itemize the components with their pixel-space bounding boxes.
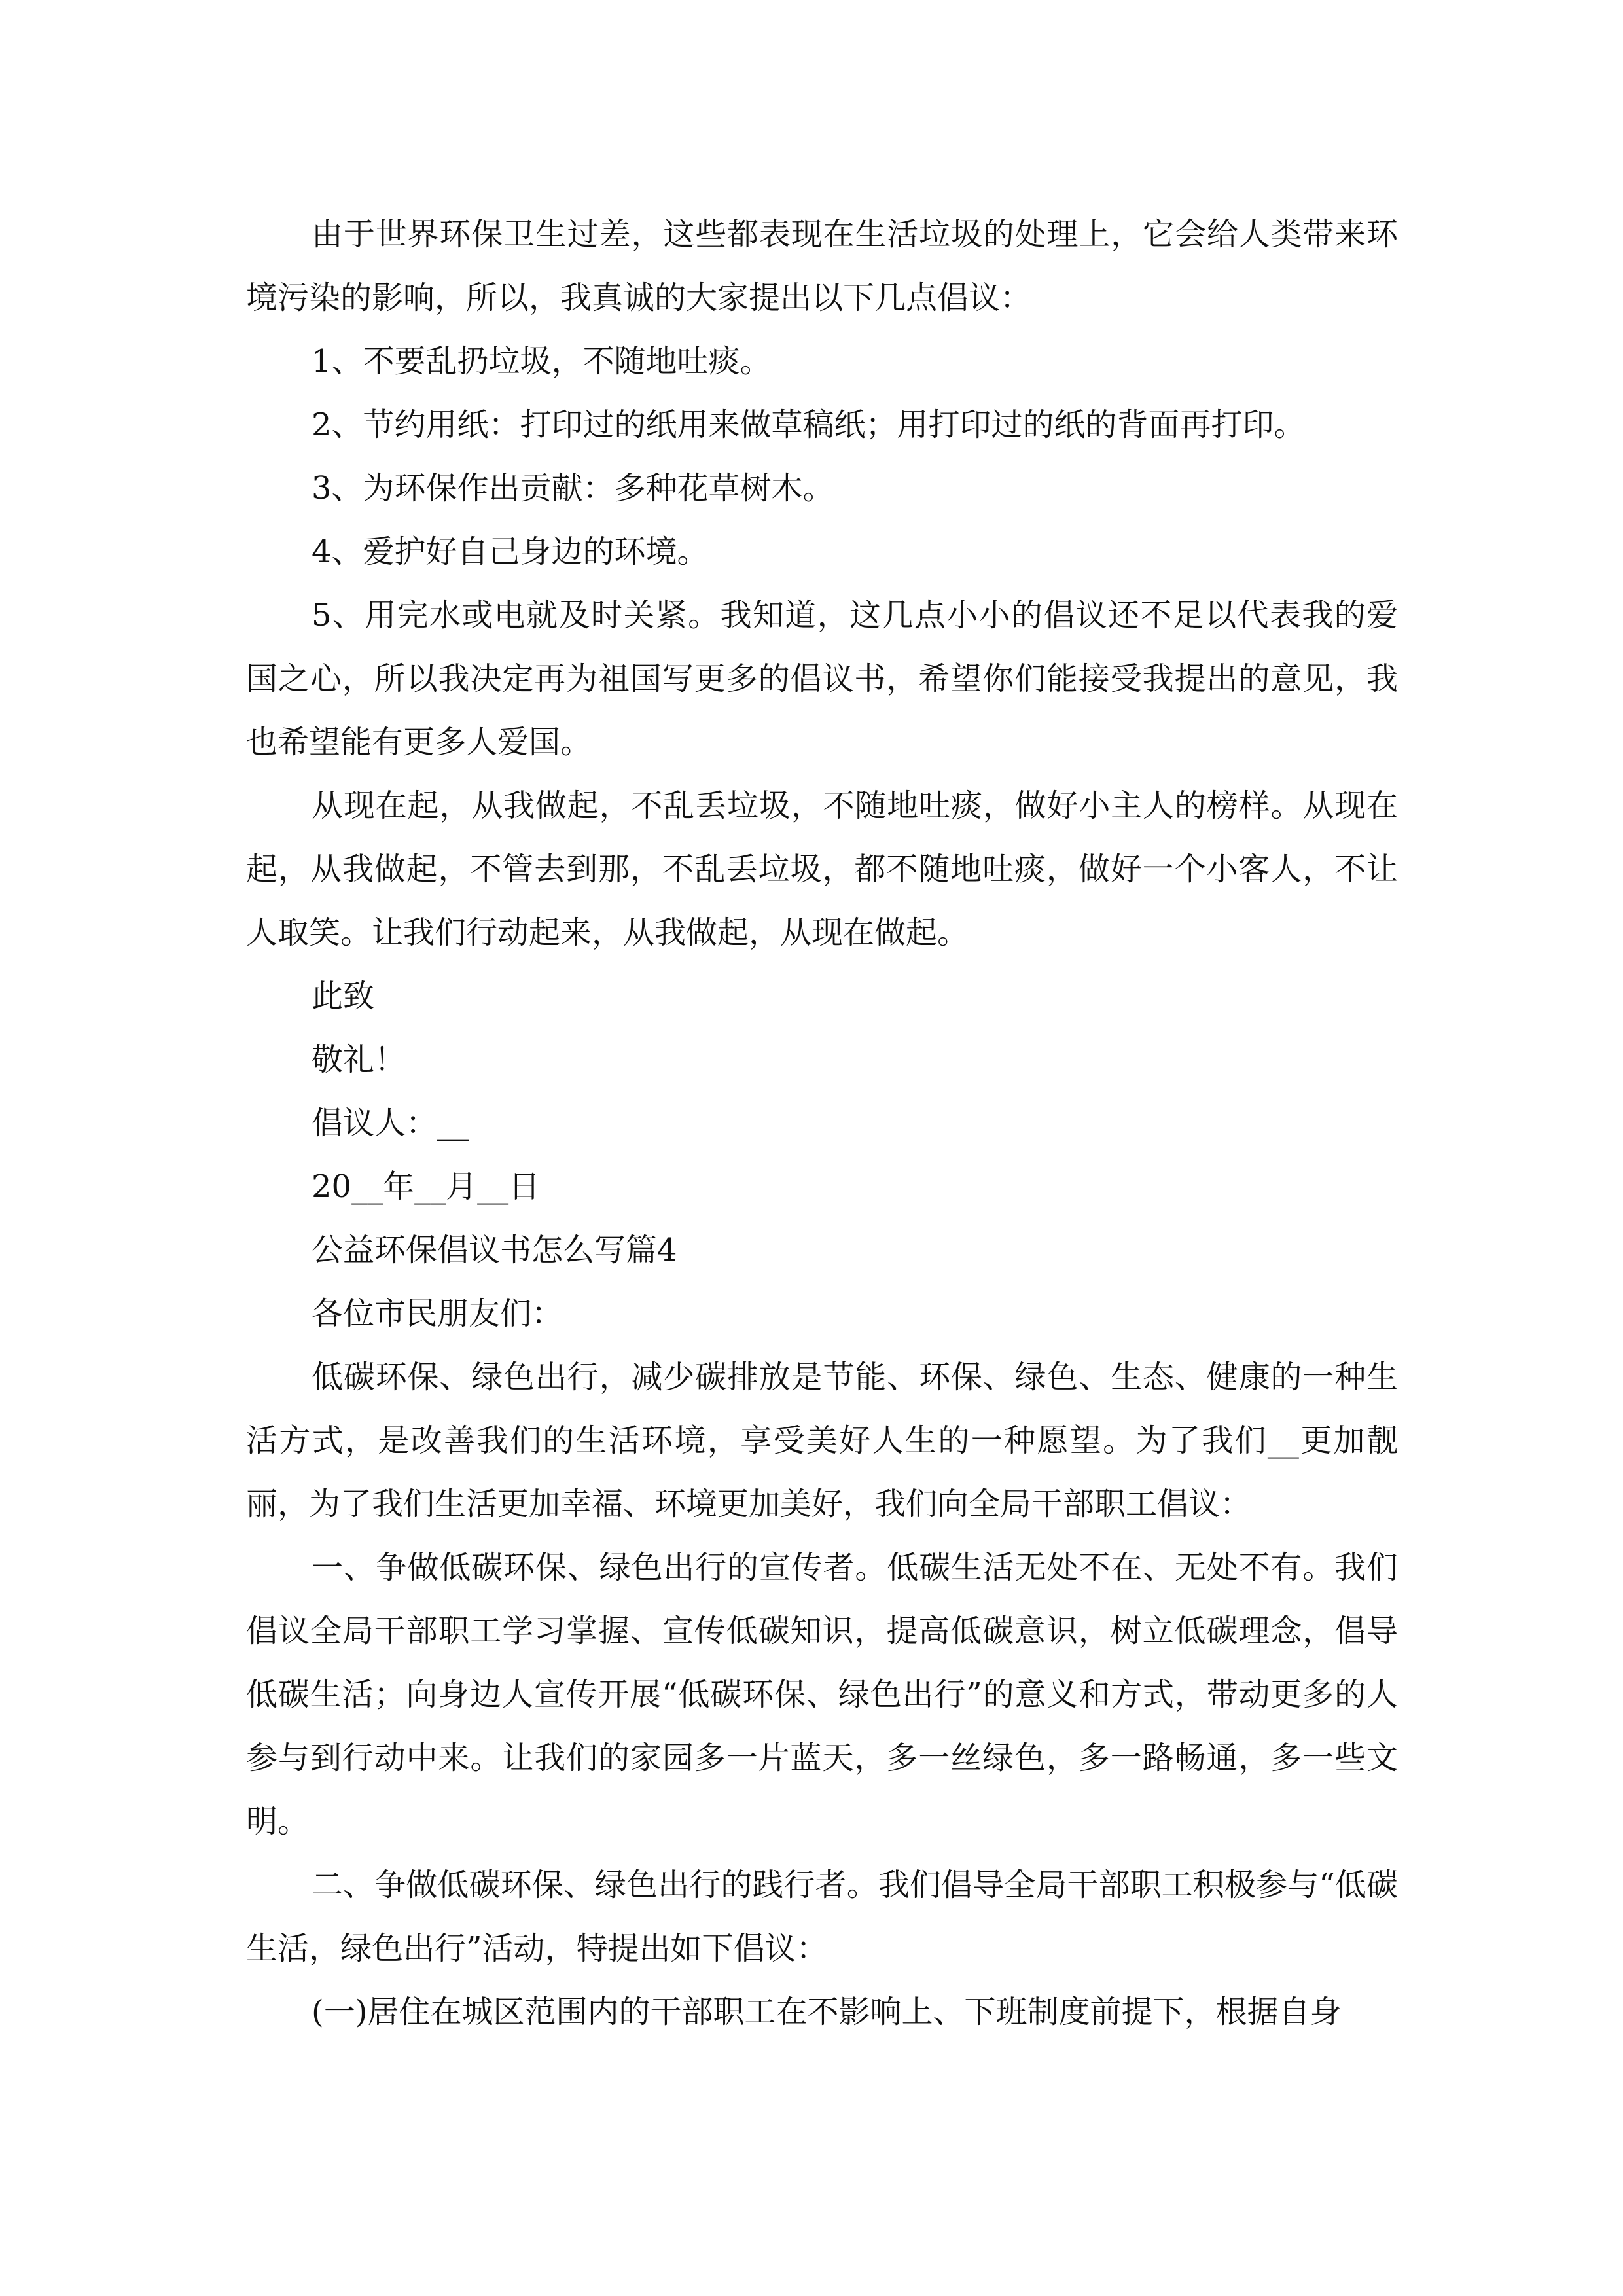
paragraph-intro: 由于世界环保卫生过差，这些都表现在生活垃圾的处理上，它会给人类带来环境污染的影响，所以，我真诚的大家提出以下几点倡议： [246,216,1398,316]
section-paragraph-3: 二、争做低碳环保、绿色出行的践行者。我们倡导全局干部职工积极参与“低碳生活，绿色出行”活动，特提出如下倡议： [246,1867,1398,1967]
list-item-3: 3、为环保作出贡献：多种花草树木。 [312,470,834,507]
closing-salutation-1: 此致 [312,978,375,1014]
proposer-line: 倡议人：__ [312,1105,469,1141]
list-item-1: 1、不要乱扔垃圾，不随地吐痰。 [312,343,772,380]
list-item-2: 2、节约用纸：打印过的纸用来做草稿纸；用打印过的纸的背面再打印。 [312,406,1306,443]
list-item-4: 4、爱护好自己身边的环境。 [312,533,709,570]
list-item-5: 5、用完水或电就及时关紧。我知道，这几点小小的倡议还不足以代表我的爱国之心，所以我决定再为祖国写更多的倡议书，希望你们能接受我提出的意见，我也希望能有更多人爱国。 [246,597,1398,761]
paragraph-call-to-action: 从现在起，从我做起，不乱丢垃圾，不随地吐痰，做好小主人的榜样。从现在起，从我做起，不管去到那，不乱丢垃圾，都不随地吐痰，做好一个小客人，不让人取笑。让我们行动起来，从我做起，从现在做起。 [246,787,1398,951]
section-title: 公益环保倡议书怎么写篇4 [312,1232,677,1268]
closing-salutation-2: 敬礼！ [312,1041,406,1078]
date-line: 20__年__月__日 [312,1168,541,1205]
greeting: 各位市民朋友们： [312,1295,563,1332]
section-paragraph-2: 一、争做低碳环保、绿色出行的宣传者。低碳生活无处不在、无处不有。我们倡议全局干部职工学习掌握、宣传低碳知识，提高低碳意识，树立低碳理念，倡导低碳生活；向身边人宣传开展“低碳环保、绿色出行”的意义和方式，带动更多的人参与到行动中来。让我们的家园多一片蓝天，多一丝绿色，多一路畅通，多一些文明。 [246,1549,1398,1840]
section-paragraph-4: (一)居住在城区范围内的干部职工在不影响上、下班制度前提下，根据自身 [312,1994,1342,2030]
section-paragraph-1: 低碳环保、绿色出行，减少碳排放是节能、环保、绿色、生态、健康的一种生活方式，是改善我们的生活环境，享受美好人生的一种愿望。为了我们__更加靓丽，为了我们生活更加幸福、环境更加美好，我们向全局干部职工倡议： [246,1359,1398,1522]
document-page [246,203,1398,2044]
